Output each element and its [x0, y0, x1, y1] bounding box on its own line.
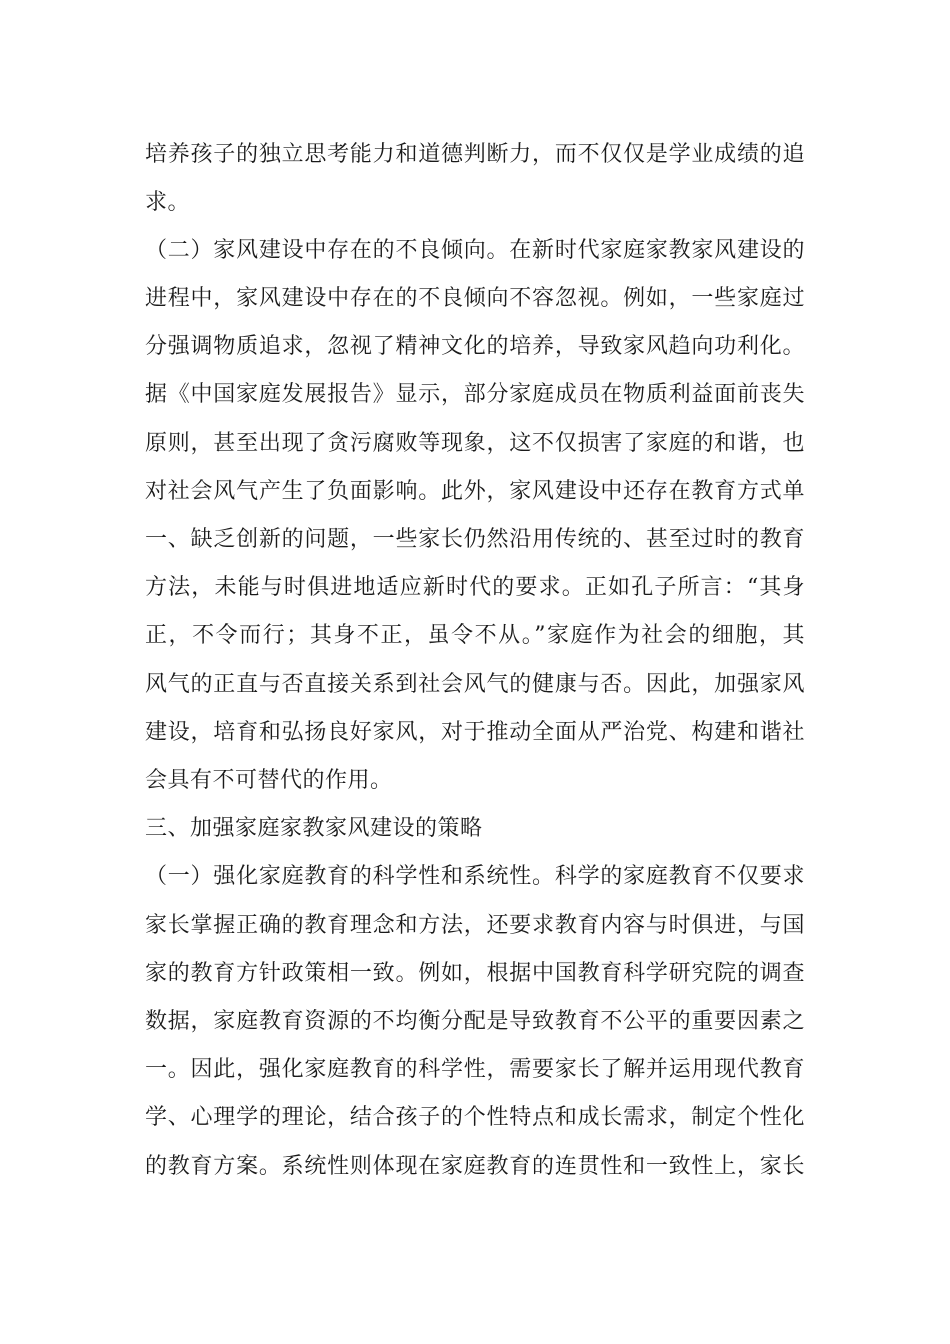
text-line: 据《中国家庭发展报告》显示，部分家庭成员在物质利益面前丧失	[145, 382, 805, 407]
section-heading: 三、加强家庭家教家风建设的策略	[145, 816, 483, 841]
text-line: 原则，甚至出现了贪污腐败等现象，这不仅损害了家庭的和谐，也	[145, 431, 805, 456]
text-line: 进程中，家风建设中存在的不良倾向不容忽视。例如，一些家庭过	[145, 286, 805, 311]
text-line: （一）强化家庭教育的科学性和系统性。科学的家庭教育不仅要求	[145, 864, 805, 889]
text-line: 求。	[145, 190, 191, 215]
text-line: 方法，未能与时俱进地适应新时代的要求。正如孔子所言：“其身	[145, 575, 805, 600]
text-line: 的教育方案。系统性则体现在家庭教育的连贯性和一致性上，家长	[145, 1154, 805, 1179]
text-line: 对社会风气产生了负面影响。此外，家风建设中还存在教育方式单	[145, 479, 805, 504]
text-line: 会具有不可替代的作用。	[145, 768, 393, 793]
text-line: 家长掌握正确的教育理念和方法，还要求教育内容与时俱进，与国	[145, 913, 805, 938]
text-line: 数据，家庭教育资源的不均衡分配是导致教育不公平的重要因素之	[145, 1009, 805, 1034]
text-line: 一。因此，强化家庭教育的科学性，需要家长了解并运用现代教育	[145, 1057, 805, 1082]
text-line: 风气的正直与否直接关系到社会风气的健康与否。因此，加强家风	[145, 672, 805, 697]
text-line: 正，不令而行；其身不正，虽令不从。”家庭作为社会的细胞，其	[145, 623, 805, 648]
text-line: 分强调物质追求，忽视了精神文化的培养，导致家风趋向功利化。	[145, 334, 805, 359]
text-line: 学、心理学的理论，结合孩子的个性特点和成长需求，制定个性化	[145, 1105, 805, 1130]
text-line: 一、缺乏创新的问题，一些家长仍然沿用传统的、甚至过时的教育	[145, 527, 805, 552]
text-line: 培养孩子的独立思考能力和道德判断力，而不仅仅是学业成绩的追	[145, 142, 805, 167]
text-line: （二）家风建设中存在的不良倾向。在新时代家庭家教家风建设的	[145, 238, 805, 263]
text-line: 家的教育方针政策相一致。例如，根据中国教育科学研究院的调查	[145, 961, 805, 986]
text-line: 建设，培育和弘扬良好家风，对于推动全面从严治党、构建和谐社	[145, 720, 805, 745]
